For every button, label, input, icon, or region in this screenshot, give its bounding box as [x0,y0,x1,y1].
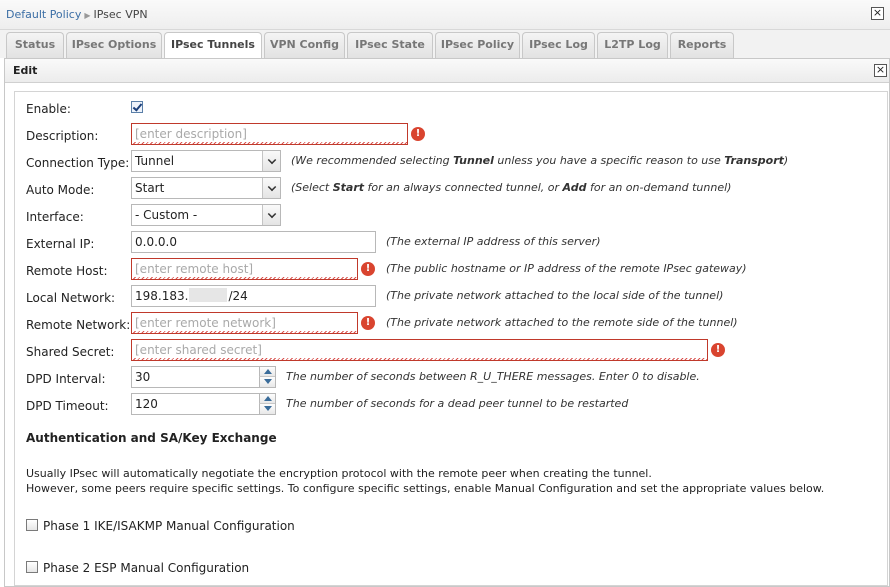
dpd-interval-hint: The number of seconds between R_U_THERE messages. Enter 0 to disable. [286,370,700,383]
tab-ipsec-log[interactable]: IPsec Log [522,32,595,58]
edit-panel [4,58,890,587]
spin-down-icon[interactable] [259,404,275,414]
tab-l2tp-log[interactable]: L2TP Log [597,32,668,58]
auto-mode-label: Auto Mode: [26,183,95,197]
tab-ipsec-options[interactable]: IPsec Options [66,32,162,58]
connection-type-label: Connection Type: [26,156,130,170]
local-network-suffix: /24 [228,289,248,303]
external-ip-label: External IP: [26,237,95,251]
description-label: Description: [26,129,99,143]
tunnel-form [14,91,888,586]
enable-label: Enable: [26,102,71,116]
shared-secret-label: Shared Secret: [26,345,115,359]
window-close-icon[interactable]: × [872,6,883,19]
auto-mode-hint: (Select Start for an always connected tunnel, or Add for an on-demand tunnel) [291,181,732,194]
interface-label: Interface: [26,210,84,224]
breadcrumb-parent-link[interactable]: Default Policy [6,8,82,21]
dpd-interval-stepper[interactable] [131,366,276,388]
description-warning-icon: ! [411,127,425,141]
connection-type-value: Tunnel [135,154,175,168]
dpd-interval-label: DPD Interval: [26,372,106,386]
spin-down-icon[interactable] [259,377,275,387]
connection-type-hint: (We recommended selecting Tunnel unless you have a specific reason to use Transport) [291,154,789,167]
phase2-manual-label[interactable]: Phase 2 ESP Manual Configuration [43,561,250,575]
dpd-timeout-stepper[interactable] [131,393,276,415]
remote-network-input[interactable]: [enter remote network] [131,312,358,334]
remote-host-hint: (The public hostname or IP address of the remote IPsec gateway) [386,262,747,275]
interface-value: - Custom - [135,208,198,222]
edit-panel-title: Edit [13,64,38,77]
remote-network-warning-icon: ! [361,316,375,330]
local-network-hint: (The private network attached to the local side of the tunnel) [386,289,724,302]
remote-host-input[interactable]: [enter remote host] [131,258,358,280]
redacted-block [189,288,227,302]
breadcrumb [6,8,148,21]
panel-close-icon[interactable]: × [875,63,886,76]
auth-description [26,466,824,496]
remote-host-label: Remote Host: [26,264,108,278]
connection-type-select[interactable] [131,150,281,172]
breadcrumb-current: IPsec VPN [93,8,148,21]
remote-network-label: Remote Network: [26,318,131,332]
dpd-interval-value: 30 [135,370,151,384]
title-bar [0,0,890,30]
auto-mode-select[interactable] [131,177,281,199]
description-input[interactable]: [enter description] [131,123,408,145]
phase1-manual-checkbox[interactable] [26,519,38,531]
tab-ipsec-policy[interactable]: IPsec Policy [435,32,520,58]
dpd-timeout-value: 120 [135,397,158,411]
auth-description-line1: Usually IPsec will automatically negotiate the encryption protocol with the remote peer when creating the tunnel. [26,467,652,480]
auth-section-title: Authentication and SA/Key Exchange [26,431,277,445]
shared-secret-warning-icon: ! [711,343,725,357]
chevron-down-icon [268,183,276,191]
local-network-prefix: 198.183. [135,289,189,303]
enable-checkbox[interactable] [131,101,143,113]
phase1-manual-label[interactable]: Phase 1 IKE/ISAKMP Manual Configuration [43,519,295,533]
shared-secret-input[interactable]: [enter shared secret] [131,339,708,361]
interface-select[interactable] [131,204,281,226]
dpd-timeout-hint: The number of seconds for a dead peer tunnel to be restarted [286,397,629,410]
phase2-manual-checkbox[interactable] [26,561,38,573]
tab-status[interactable]: Status [6,32,64,58]
breadcrumb-separator-icon: ▶ [84,11,91,20]
remote-host-warning-icon: ! [361,262,375,276]
tab-ipsec-tunnels[interactable]: IPsec Tunnels [164,32,262,59]
local-network-input[interactable] [131,285,376,307]
tab-reports[interactable]: Reports [670,32,734,58]
remote-network-hint: (The private network attached to the remote side of the tunnel) [386,316,738,329]
local-network-label: Local Network: [26,291,116,305]
tab-ipsec-state[interactable]: IPsec State [347,32,433,58]
tab-bar [0,30,890,58]
spin-up-icon[interactable] [259,394,275,404]
dpd-timeout-label: DPD Timeout: [26,399,109,413]
external-ip-hint: (The external IP address of this server) [386,235,601,248]
auto-mode-value: Start [135,181,165,195]
edit-panel-header [5,59,889,83]
spin-up-icon[interactable] [259,367,275,377]
tab-vpn-config[interactable]: VPN Config [264,32,345,58]
chevron-down-icon [268,210,276,218]
auth-description-line2: However, some peers require specific settings. To configure specific settings, enable Manual Configuration and set the appropriate values below. [26,482,825,495]
chevron-down-icon [268,156,276,164]
external-ip-input[interactable]: 0.0.0.0 [131,231,376,253]
